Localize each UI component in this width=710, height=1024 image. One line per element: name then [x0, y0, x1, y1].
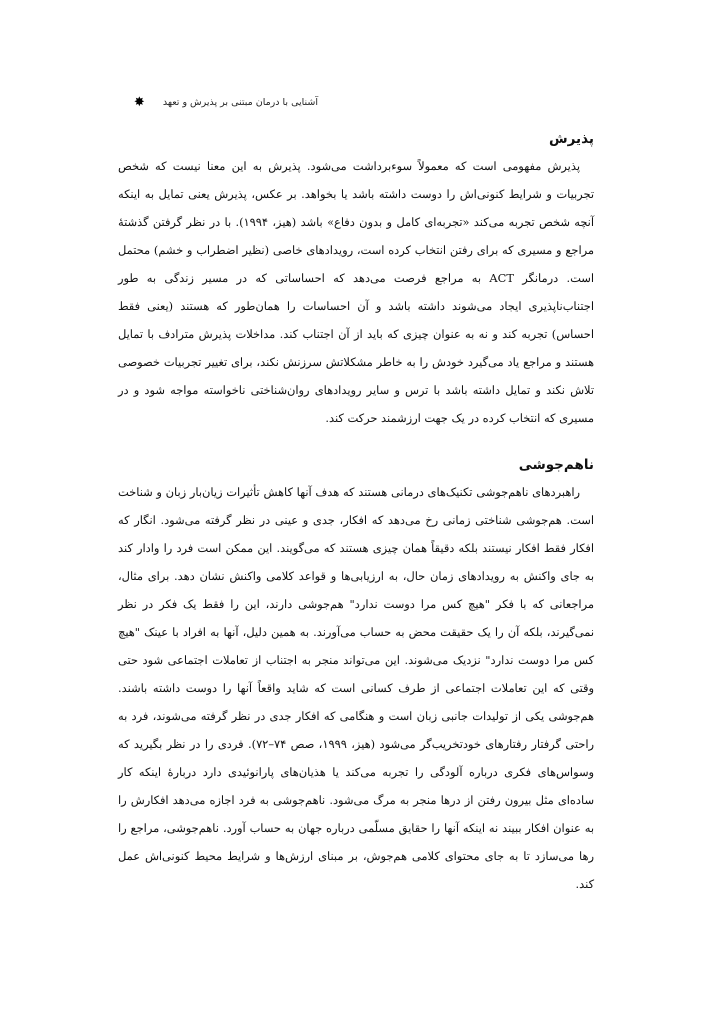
- paragraph-defusion: راهبردهای ناهم‌جوشی تکنیک‌های درمانی هستند که هدف آنها کاهش تأثیرات زیان‌بار زبان و شناخت است. هم‌جوشی شناختی زمانی رخ می‌دهد که افکار، جدی و عینی در نظر گرفته می‌شود. انگار که افکار فقط افکار نیستند بلکه دقیقاً همان چیزی هستند که می‌گویند. این ممکن است فرد را وادار کند به جای واکنش به رویدادهای زمان حال، به ارزیابی‌ها و قواعد کلامی واکنش نشان دهد. برای مثال، مراجعانی که با فکر "هیچ کس مرا دوست ندارد" هم‌جوشی دارند، این را فقط یک فکر در نظر نمی‌گیرند، بلکه آن را یک حقیقت محض به حساب می‌آورند. به همین دلیل، آنها به افراد با عینک "هیچ کس مرا دوست ندارد" نزدیک می‌شوند. این می‌تواند منجر به اجتناب از تعاملات اجتماعی شود حتی وقتی که این تعاملات اجتماعی از طرف کسانی است که شاید واقعاً آنها را دوست داشته باشند. هم‌جوشی یکی از تولیدات جانبی زبان است و هنگامی که افکار جدی در نظر گرفته می‌شوند، فرد به راحتی گرفتار رفتارهای خودتخریب‌گر می‌شود (هیز، ۱۹۹۹، صص ۷۴–۷۲). فردی را در نظر بگیرید که وسواس‌های فکری درباره آلودگی را تجربه می‌کند یا هذیان‌های پارانوئیدی دارد دربارهٔ اینکه کار ساده‌ای مثل بیرون رفتن از درها منجر به مرگ می‌شود. ناهم‌جوشی به فرد اجازه می‌دهد افکارش را به عنوان افکار ببیند نه اینکه آنها را حقایق مسلّمی درباره جهان به حساب آورد. ناهم‌جوشی، مراجع را رها می‌سازد تا به جای محتوای کلامی هم‌جوش، بر مبنای ارزش‌ها و شرایط محیط کنونی‌اش عمل کند.: [118, 485, 594, 891]
- section-acceptance: [118, 128, 594, 432]
- section-title-defusion: ناهم‌جوشی: [518, 457, 594, 473]
- section-title-acceptance: پذیرش: [549, 131, 594, 147]
- paragraph-acceptance: پذیرش مفهومی است که معمولاً سوءبرداشت می‌شود. پذیرش به این معنا نیست که شخص تجربیات و شرایط کنونی‌اش را دوست داشته باشد یا بخواهد. بر عکس، پذیرش یعنی تمایل به اینکه آنچه شخص تجربه می‌کند «تجربه‌ای کامل و بدون دفاع» باشد (هیز، ۱۹۹۴). با در نظر گرفتن گذشتهٔ مراجع و مسیری که برای رفتن انتخاب کرده است، رویدادهای خاصی (نظیر اضطراب و خشم) محتمل است. درمانگر ACT به مراجع فرصت می‌دهد که احساساتی که در مسیر زندگی به طور اجتناب‌ناپذیری ایجاد می‌شوند داشته باشد و آن احساسات را همان‌طور که هستند (یعنی فقط احساس) تجربه کند و نه به عنوان چیزی که باید از آن اجتناب کند. مداخلات پذیرش مترادف با تمایل هستند و مراجع یاد می‌گیرد خودش را به خاطر مشکلاتش سرزنش نکند، برای تغییر تجربیات خصوصی تلاش نکند و تمایل داشته باشد با ترس و سایر رویدادهای روان‌شناختی ناخواسته مواجه شود و در مسیری که انتخاب کرده در یک جهت ارزشمند حرکت کند.: [118, 159, 595, 425]
- running-title: آشنایی با درمان مبتنی بر پذیرش و تعهد: [162, 96, 318, 108]
- section-defusion: [118, 454, 594, 898]
- ornament-star-icon: ✸: [133, 94, 145, 110]
- running-header: [118, 91, 318, 113]
